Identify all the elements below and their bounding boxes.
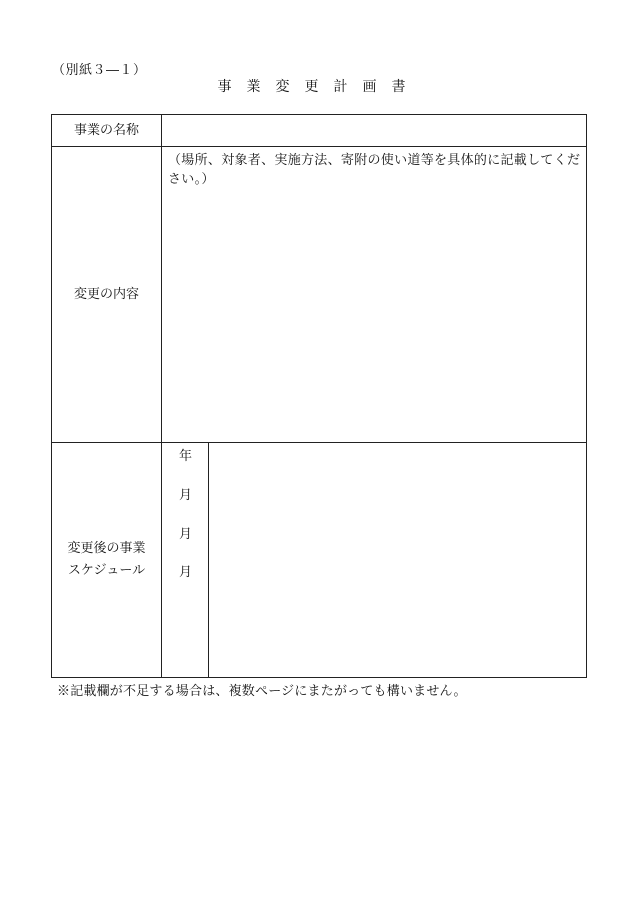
schedule-label-line-2: スケジュール: [67, 563, 146, 578]
change-content-row: [52, 147, 586, 443]
date-unit-month: 月: [178, 527, 192, 542]
date-unit-year: 年: [178, 449, 192, 464]
instruction-line-1: （場所、対象者、実施方法、寄附の使い道等を具体的に記載してくだ: [168, 153, 581, 168]
project-name-label: 事業の名称: [52, 115, 162, 146]
change-content-field[interactable]: [162, 147, 586, 442]
project-name-row: [52, 115, 586, 147]
schedule-label-line-1: 変更後の事業: [67, 541, 146, 556]
change-content-instruction: [162, 147, 586, 189]
schedule-row: [52, 443, 586, 677]
change-content-label: 変更の内容: [52, 147, 162, 442]
schedule-detail-field[interactable]: [209, 443, 586, 677]
date-unit-month: 月: [178, 565, 192, 580]
instruction-line-2: さい。）: [168, 172, 215, 187]
project-name-field[interactable]: [162, 115, 586, 146]
date-unit-month: 月: [178, 488, 192, 503]
document-title: 事業変更計画書: [217, 79, 421, 95]
plan-form-table: [51, 114, 587, 678]
schedule-label: [52, 443, 162, 677]
form-reference-number: （別紙３―１）: [52, 63, 147, 78]
footnote: ※記載欄が不足する場合は、複数ページにまたがっても構いません。: [57, 684, 467, 699]
schedule-date-column[interactable]: [162, 443, 209, 677]
